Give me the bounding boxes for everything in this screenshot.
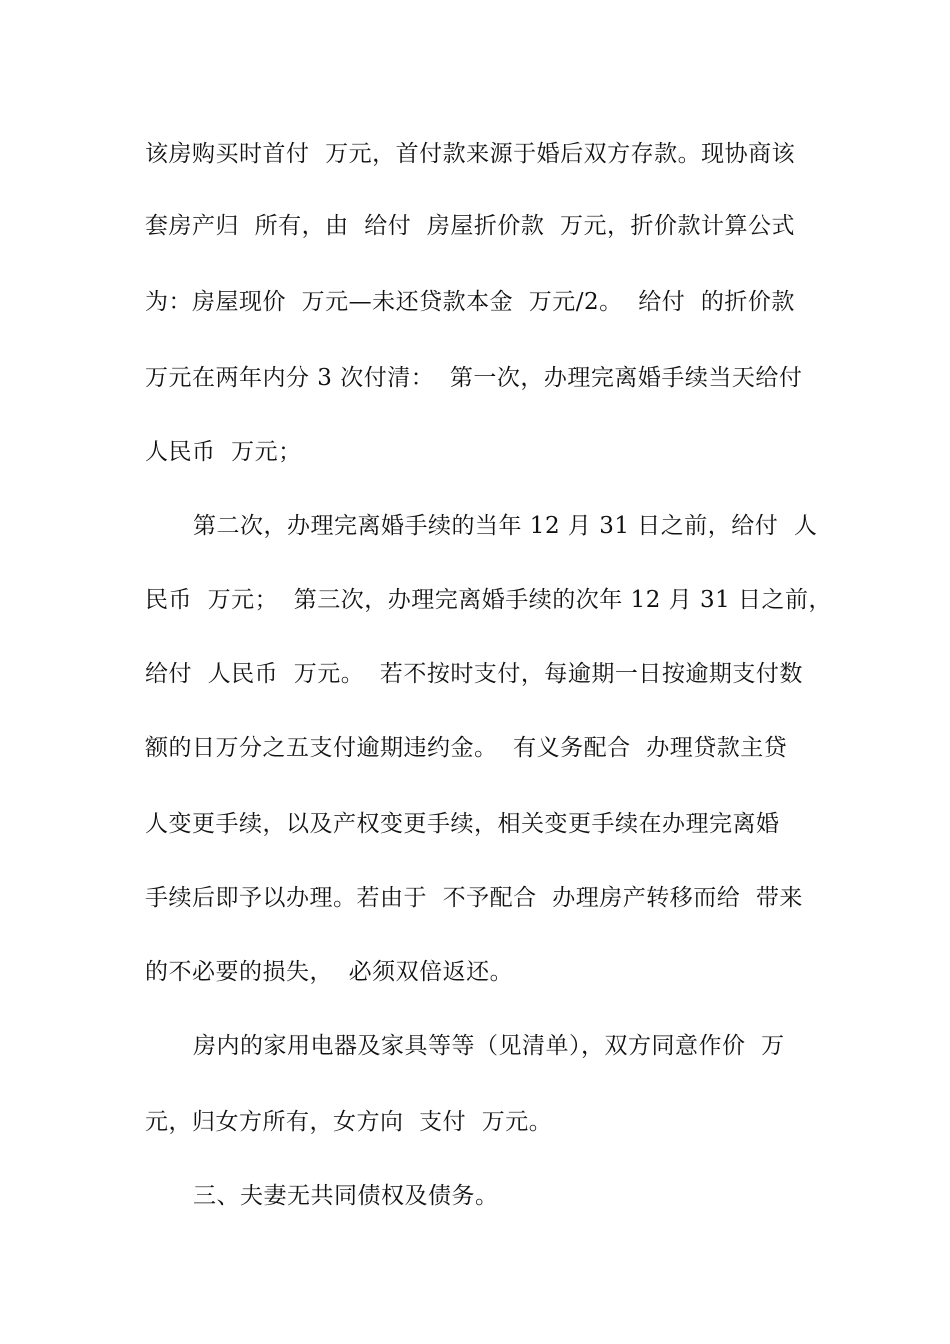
text-line: 为：房屋现价 万元—未还贷款本金 万元/2。 给付 的折价款 (145, 289, 795, 315)
text-line: 额的日万分之五支付逾期违约金。 有义务配合 办理贷款主贷 (145, 735, 788, 761)
text-line: 手续后即予以办理。若由于 不予配合 办理房产转移而给 带来 (145, 885, 803, 911)
text-line: 民币 万元； 第三次，办理完离婚手续的次年 12 月 31 日之前， (145, 587, 833, 613)
text-line: 给付 人民币 万元。 若不按时支付，每逾期一日按逾期支付数 (145, 661, 803, 687)
text-line: 第二次，办理完离婚手续的当年 12 月 31 日之前，给付 人 (193, 513, 818, 539)
text-line: 的不必要的损失， 必须双倍返还。 (145, 959, 514, 985)
text-line: 人民币 万元； (145, 439, 302, 465)
section-heading: 三、夫妻无共同债权及债务。 (193, 1183, 499, 1209)
text-line: 房内的家用电器及家具等等（见清单），双方同意作价 万 (193, 1033, 785, 1059)
text-line: 人变更手续，以及产权变更手续，相关变更手续在办理完离婚 (145, 811, 780, 837)
text-line: 该房购买时首付 万元，首付款来源于婚后双方存款。现协商该 (145, 141, 796, 167)
text-line: 套房产归 所有，由 给付 房屋折价款 万元，折价款计算公式 (145, 213, 795, 239)
text-line: 万元在两年内分 3 次付清： 第一次，办理完离婚手续当天给付 (145, 365, 803, 391)
text-line: 元，归女方所有，女方向 支付 万元。 (145, 1109, 553, 1135)
